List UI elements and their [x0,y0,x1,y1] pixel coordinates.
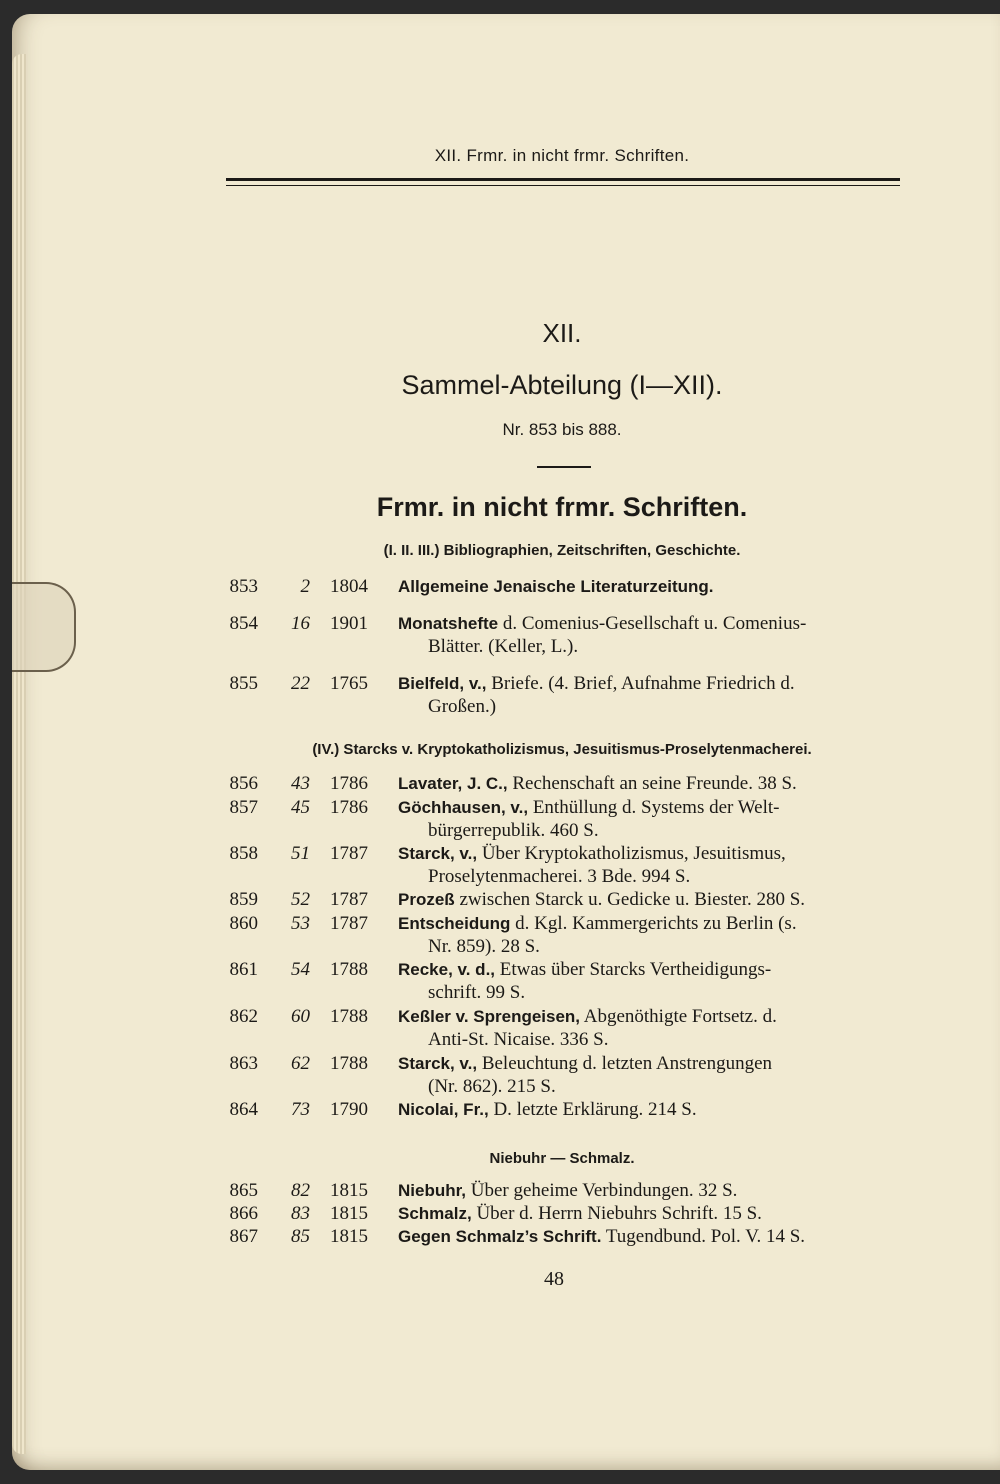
entry-number: 866 [229,1203,258,1224]
entry-year: 1787 [330,889,368,910]
entry-catalog-ref: 2 [300,576,310,597]
entry-name: Lavater, J. C., [398,774,508,793]
entry-catalog-ref: 82 [291,1180,310,1201]
entry-number: 863 [229,1053,258,1074]
entry-description: d. Comenius-Gesellschaft u. Comenius- [498,613,807,634]
entry-number: 854 [229,613,258,634]
main-title: Frmr. in nicht frmr. Schriften. [376,492,748,522]
entry-name: Monatshefte [398,614,499,633]
entry-name: Nicolai, Fr., [398,1100,489,1119]
entry-number: 856 [229,773,258,794]
entry-catalog-ref: 54 [291,959,310,980]
entry-name: Keßler v. Sprengeisen, [398,1007,581,1026]
page-number: 48 [544,1268,564,1290]
section-number: XII. [542,318,582,348]
entry-catalog-ref: 51 [291,843,310,864]
entry-description: d. Kgl. Kammergerichts zu Berlin (s. [510,913,797,934]
entry-catalog-ref: 62 [291,1053,310,1074]
entry-year: 1788 [330,1006,368,1027]
entry-name: Starck, v., [398,844,478,863]
entry-catalog-ref: 53 [291,913,310,934]
entry-number: 864 [229,1099,258,1120]
entry-year: 1787 [330,913,368,934]
entry-catalog-ref: 73 [291,1099,310,1120]
group-heading: (IV.) Starcks v. Kryptokatholizismus, Jesuitismus-Proselytenmacherei. [312,741,812,758]
entry-number: 859 [229,889,258,910]
group-heading: (I. II. III.) Bibliographien, Zeitschriften, Geschichte. [383,542,741,559]
entry-year: 1815 [330,1203,368,1224]
divider-rule [537,466,591,468]
entry-catalog-ref: 60 [291,1006,310,1027]
entry-continuation: Nr. 859). 28 S. [428,936,540,957]
entry-catalog-ref: 45 [291,797,310,818]
entry-name: Gegen Schmalz’s Schrift. [398,1227,602,1246]
entry-year: 1815 [330,1226,368,1247]
entry-continuation: schrift. 99 S. [428,982,526,1003]
entry-name: Göchhausen, v., [398,798,529,817]
entry-continuation: Proselytenmacherei. 3 Bde. 994 S. [428,866,691,887]
entry-continuation: bürgerrepublik. 460 S. [428,820,599,841]
header-rule-thin [226,185,900,186]
entry-number: 867 [229,1226,258,1247]
entry-year: 1790 [330,1099,368,1120]
entry-number: 865 [229,1180,258,1201]
entry-name: Recke, v. d., [398,960,496,979]
number-range: Nr. 853 bis 888. [502,420,622,439]
group-heading: Niebuhr — Schmalz. [489,1150,635,1167]
entry-description: Tugendbund. Pol. V. 14 S. [601,1226,806,1247]
entry-continuation: Blätter. (Keller, L.). [428,636,579,657]
bookmark-tab [12,582,76,672]
entry-description: Abgenöthigte Fortsetz. d. [580,1006,777,1027]
entry-year: 1788 [330,1053,368,1074]
entry-year: 1786 [330,773,368,794]
entry-continuation: Großen.) [428,696,497,717]
entry-year: 1804 [330,576,368,597]
entry-year: 1786 [330,797,368,818]
entry-continuation: Anti-St. Nicaise. 336 S. [428,1029,609,1050]
entry-description: Enthüllung d. Systems der Welt- [528,797,780,818]
entry-number: 857 [229,797,258,818]
entry-year: 1787 [330,843,368,864]
entry-year: 1815 [330,1180,368,1201]
entry-description: Über Kryptokatholizismus, Jesuitismus, [477,843,786,864]
entry-description: zwischen Starck u. Gedicke u. Biester. 280 S. [454,889,806,910]
entry-name: Allgemeine Jenaische Literaturzeitung. [398,577,714,596]
entry-number: 853 [229,576,258,597]
entry-description: Beleuchtung d. letzten Anstrengungen [477,1053,773,1074]
entry-continuation: (Nr. 862). 215 S. [428,1076,556,1097]
entry-year: 1765 [330,673,368,694]
section-title: Sammel-Abteilung (I—XII). [401,370,723,400]
entry-catalog-ref: 52 [291,889,310,910]
entry-number: 858 [229,843,258,864]
entry-description: Etwas über Starcks Vertheidigungs- [495,959,772,980]
entry-description: D. letzte Erklärung. 214 S. [488,1099,697,1120]
entry-description: Über d. Herrn Niebuhrs Schrift. 15 S. [471,1203,762,1224]
entry-number: 862 [229,1006,258,1027]
entry-year: 1901 [330,613,368,634]
entry-description: Briefe. (4. Brief, Aufnahme Friedrich d. [486,673,795,694]
page-edge [12,54,26,1454]
entry-name: Prozeß [398,890,455,909]
entry-catalog-ref: 83 [291,1203,310,1224]
running-head: XII. Frmr. in nicht frmr. Schriften. [434,146,690,165]
entry-catalog-ref: 85 [291,1226,310,1247]
entry-name: Starck, v., [398,1054,478,1073]
entry-name: Schmalz, [398,1204,472,1223]
entry-name: Bielfeld, v., [398,674,487,693]
entry-number: 855 [229,673,258,694]
entry-name: Entscheidung [398,914,511,933]
entry-name: Niebuhr, [398,1181,467,1200]
entry-catalog-ref: 16 [291,613,310,634]
entry-number: 861 [229,959,258,980]
entry-description: Über geheime Verbindungen. 32 S. [466,1180,738,1201]
entry-catalog-ref: 43 [291,773,310,794]
entry-year: 1788 [330,959,368,980]
header-rule-thick [226,178,900,181]
entry-catalog-ref: 22 [291,673,310,694]
entry-number: 860 [229,913,258,934]
entry-description: Rechenschaft an seine Freunde. 38 S. [507,773,797,794]
